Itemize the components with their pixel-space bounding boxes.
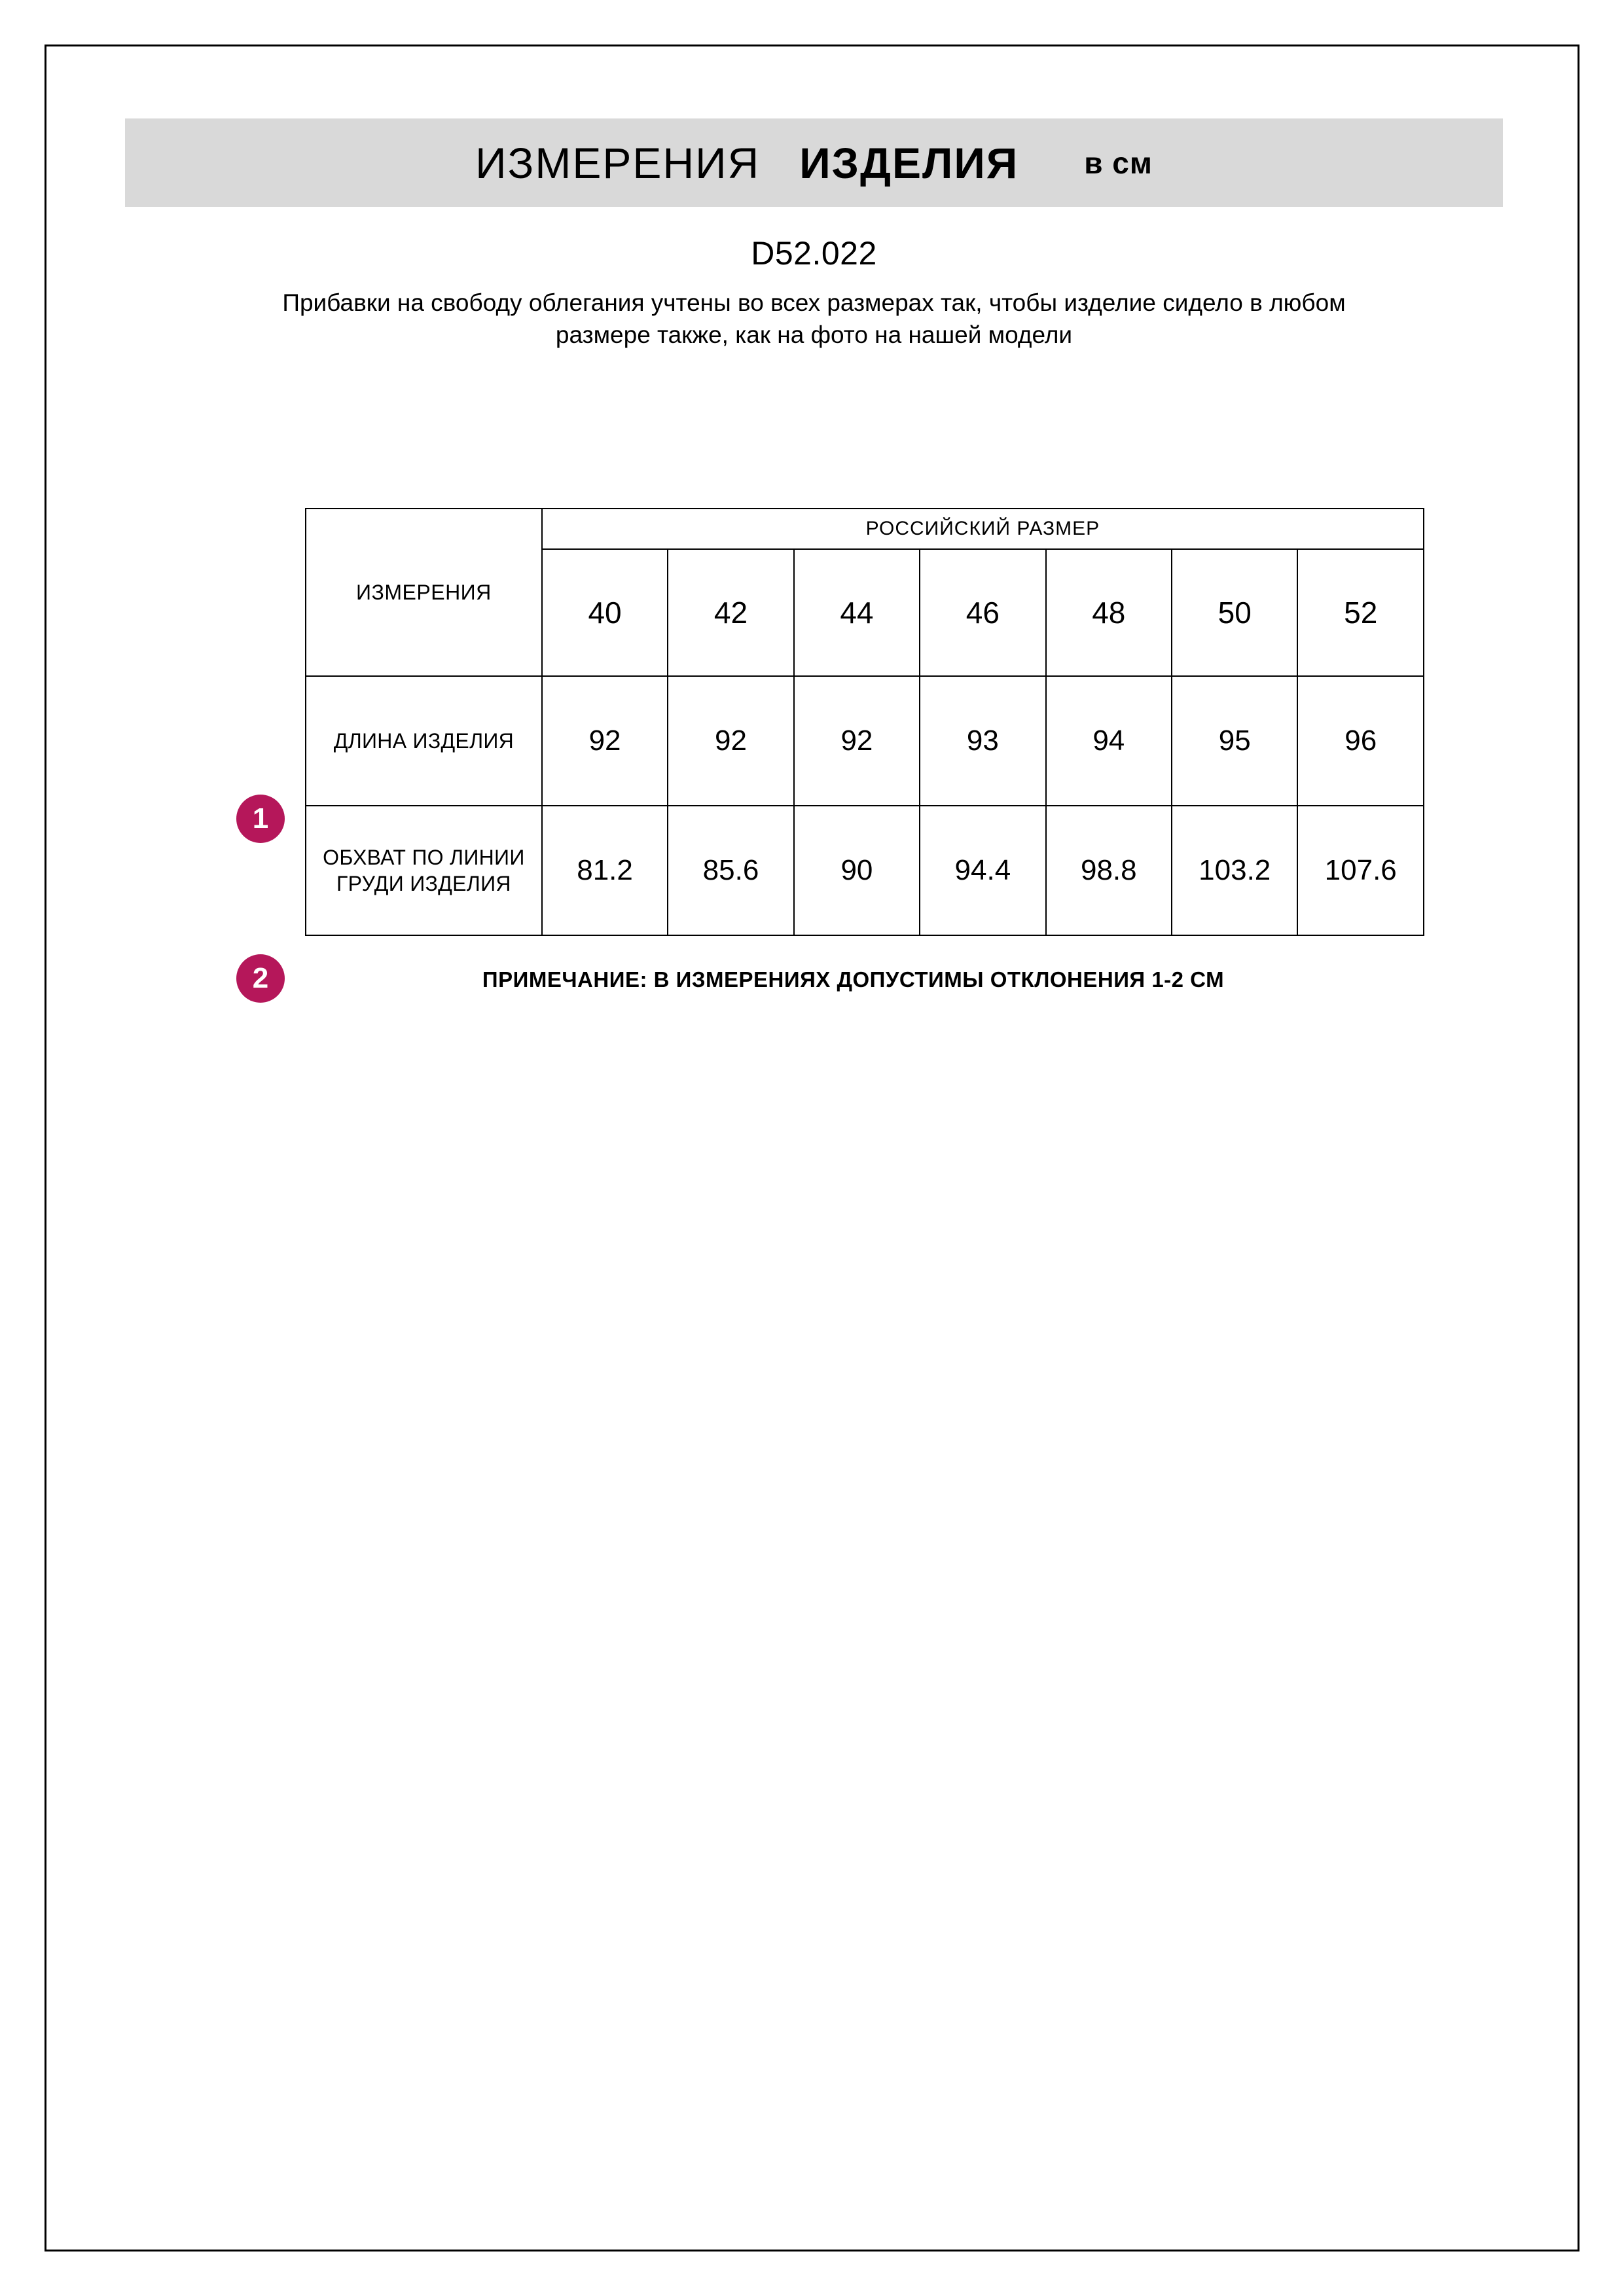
row-value: 95	[1172, 676, 1297, 806]
size-header-cell: 48	[1046, 549, 1172, 676]
row-value: 94.4	[920, 806, 1045, 935]
header-banner	[125, 118, 1503, 207]
size-header-cell: 40	[542, 549, 668, 676]
description-text: Прибавки на свободу облегания учтены во всех размерах так, чтобы изделие сидело в любом размере также, как на фото на нашей модели	[282, 289, 1346, 349]
row-value: 103.2	[1172, 806, 1297, 935]
row-value: 90	[794, 806, 920, 935]
header-unit-label: в см	[1084, 145, 1153, 180]
row-value: 92	[668, 676, 793, 806]
header-title-measurements: ИЗМЕРЕНИЯ	[475, 138, 761, 187]
article-code: D52.022	[751, 235, 877, 272]
row-label-chest: ОБХВАТ ПО ЛИНИИ ГРУДИ ИЗДЕЛИЯ	[306, 806, 542, 935]
row-value: 93	[920, 676, 1045, 806]
table-header-measurements: ИЗМЕРЕНИЯ	[306, 509, 542, 676]
bullet-marker-1: 1	[236, 795, 285, 843]
row-value: 98.8	[1046, 806, 1172, 935]
size-header-cell: 46	[920, 549, 1045, 676]
row-label-length: ДЛИНА ИЗДЕЛИЯ	[306, 676, 542, 806]
row-value: 94	[1046, 676, 1172, 806]
size-header-cell: 52	[1297, 549, 1424, 676]
table-row	[306, 676, 1424, 806]
document-content	[125, 118, 1503, 995]
table-row	[306, 806, 1424, 935]
size-header-cell: 50	[1172, 549, 1297, 676]
row-value: 107.6	[1297, 806, 1424, 935]
row-value: 81.2	[542, 806, 668, 935]
table-header-russian-size: РОССИЙСКИЙ РАЗМЕР	[542, 509, 1424, 549]
header-title-product: ИЗДЕЛИЯ	[799, 138, 1019, 187]
row-value: 96	[1297, 676, 1424, 806]
size-table	[305, 508, 1424, 936]
size-header-cell: 44	[794, 549, 920, 676]
note-text: ПРИМЕЧАНИЕ: В ИЗМЕРЕНИЯХ ДОПУСТИМЫ ОТКЛОНЕНИЯ 1-2 СМ	[482, 967, 1225, 992]
size-header-cell: 42	[668, 549, 793, 676]
row-value: 92	[794, 676, 920, 806]
bullet-marker-2: 2	[236, 954, 285, 1003]
row-value: 85.6	[668, 806, 793, 935]
size-table-wrap	[125, 508, 1503, 995]
row-value: 92	[542, 676, 668, 806]
page-frame	[45, 45, 1579, 2251]
table-header-group-row	[306, 509, 1424, 549]
